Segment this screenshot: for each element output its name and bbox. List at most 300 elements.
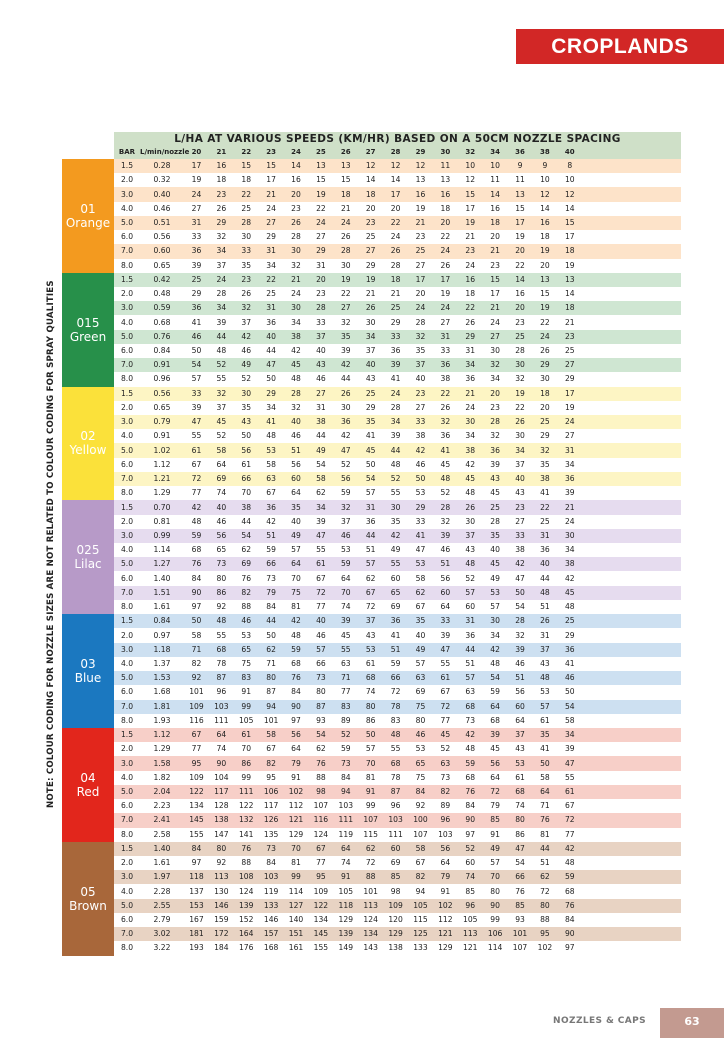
application-rate-cell: 47	[191, 417, 202, 427]
table-row	[114, 543, 681, 557]
pressure-cell: 8.0	[120, 829, 134, 839]
application-rate-cell: 103	[438, 829, 453, 839]
application-rate-cell: 57	[365, 744, 376, 754]
application-rate-cell: 14	[365, 175, 376, 185]
application-rate-cell: 24	[191, 189, 202, 199]
table-row	[114, 714, 681, 728]
application-rate-cell: 70	[291, 573, 301, 583]
application-rate-cell: 75	[291, 587, 301, 597]
application-rate-cell: 80	[515, 815, 525, 825]
flow-rate-cell: 0.48	[153, 289, 171, 299]
application-rate-cell: 64	[490, 701, 500, 711]
application-rate-cell: 40	[291, 516, 301, 526]
application-rate-cell: 33	[515, 530, 525, 540]
application-rate-cell: 135	[263, 829, 279, 839]
nozzle-group	[62, 614, 681, 728]
application-rate-cell: 29	[365, 260, 376, 270]
table-row	[114, 344, 681, 358]
application-rate-cell: 13	[415, 175, 426, 185]
application-rate-cell: 94	[340, 786, 351, 796]
application-rate-cell: 64	[291, 559, 301, 569]
application-rate-cell: 146	[214, 900, 229, 910]
application-rate-cell: 42	[340, 431, 351, 441]
application-rate-cell: 29	[390, 317, 401, 327]
table-row	[114, 728, 681, 742]
application-rate-cell: 56	[340, 474, 351, 484]
application-rate-cell: 107	[512, 943, 528, 953]
application-rate-cell: 11	[440, 161, 451, 171]
nozzle-code: 05	[80, 884, 96, 899]
application-rate-cell: 22	[515, 260, 525, 270]
application-rate-cell: 54	[515, 602, 525, 612]
application-rate-cell: 18	[564, 246, 575, 256]
application-rate-cell: 37	[415, 360, 426, 370]
application-rate-cell: 97	[465, 829, 476, 839]
application-rate-cell: 28	[291, 388, 301, 398]
application-rate-cell: 83	[340, 701, 351, 711]
application-rate-cell: 16	[291, 175, 301, 185]
application-rate-cell: 43	[515, 488, 525, 498]
application-rate-cell: 94	[415, 886, 426, 896]
application-rate-cell: 10	[465, 161, 476, 171]
pressure-cell: 2.0	[120, 744, 134, 754]
pressure-cell: 1.5	[120, 616, 134, 626]
application-rate-cell: 147	[214, 829, 229, 839]
flow-rate-cell: 0.28	[153, 161, 171, 171]
application-rate-cell: 14	[540, 203, 550, 213]
application-rate-cell: 43	[241, 417, 252, 427]
application-rate-cell: 91	[365, 786, 376, 796]
application-rate-cell: 132	[238, 815, 254, 825]
application-rate-cell: 37	[340, 516, 351, 526]
application-rate-cell: 17	[440, 274, 451, 284]
application-rate-cell: 157	[263, 929, 279, 939]
application-rate-cell: 67	[564, 801, 575, 811]
application-rate-cell: 24	[216, 274, 227, 284]
application-rate-cell: 21	[564, 317, 575, 327]
application-rate-cell: 23	[564, 331, 575, 341]
application-rate-cell: 19	[415, 203, 426, 213]
application-rate-cell: 51	[365, 545, 376, 555]
application-rate-cell: 80	[216, 573, 227, 583]
application-rate-cell: 35	[390, 516, 401, 526]
application-rate-cell: 21	[291, 274, 301, 284]
pressure-cell: 6.0	[120, 232, 134, 242]
application-rate-cell: 23	[291, 203, 301, 213]
application-rate-cell: 52	[390, 474, 401, 484]
application-rate-cell: 76	[291, 673, 301, 683]
application-rate-cell: 35	[540, 730, 550, 740]
application-rate-cell: 155	[313, 943, 329, 953]
application-rate-cell: 48	[465, 488, 476, 498]
application-rate-cell: 50	[365, 730, 376, 740]
application-rate-cell: 53	[415, 744, 426, 754]
application-rate-cell: 44	[316, 431, 326, 441]
table-row	[114, 415, 681, 429]
application-rate-cell: 38	[465, 445, 476, 455]
flow-rate-cell: 0.81	[153, 516, 171, 526]
flow-rate-cell: 0.84	[153, 616, 171, 626]
pressure-cell: 5.0	[120, 445, 134, 455]
application-rate-cell: 22	[241, 189, 252, 199]
application-rate-cell: 17	[266, 175, 276, 185]
table-row	[114, 657, 681, 671]
application-rate-cell: 120	[388, 914, 403, 924]
application-rate-cell: 55	[316, 545, 326, 555]
application-rate-cell: 126	[263, 815, 279, 825]
application-rate-cell: 86	[365, 715, 376, 725]
application-rate-cell: 48	[291, 374, 301, 384]
application-rate-cell: 161	[288, 943, 304, 953]
application-rate-cell: 103	[388, 815, 403, 825]
application-rate-cell: 37	[540, 644, 550, 654]
nozzle-group	[62, 500, 681, 614]
application-rate-cell: 115	[413, 914, 428, 924]
application-rate-cell: 52	[340, 730, 351, 740]
application-rate-cell: 34	[490, 374, 500, 384]
pressure-cell: 8.0	[120, 943, 134, 953]
application-rate-cell: 89	[440, 801, 451, 811]
application-rate-cell: 118	[189, 872, 204, 882]
application-rate-cell: 60	[465, 858, 476, 868]
application-rate-cell: 84	[266, 602, 276, 612]
application-rate-cell: 33	[390, 331, 401, 341]
application-rate-cell: 29	[191, 289, 202, 299]
application-rate-cell: 71	[340, 673, 351, 683]
application-rate-cell: 15	[515, 203, 525, 213]
application-rate-cell: 127	[288, 900, 304, 910]
application-rate-cell: 37	[365, 616, 376, 626]
application-rate-cell: 55	[216, 374, 227, 384]
application-rate-cell: 54	[515, 858, 525, 868]
column-header-speed: 27	[365, 148, 376, 156]
pressure-cell: 7.0	[120, 587, 134, 597]
application-rate-cell: 26	[465, 502, 476, 512]
nozzle-size-label	[62, 387, 114, 501]
application-rate-cell: 13	[440, 175, 451, 185]
table-row	[114, 529, 681, 543]
application-rate-cell: 34	[465, 360, 476, 370]
table-row	[114, 372, 681, 386]
application-rate-cell: 59	[340, 744, 351, 754]
application-rate-cell: 80	[490, 886, 500, 896]
application-rate-cell: 98	[390, 886, 401, 896]
application-rate-cell: 13	[515, 189, 525, 199]
application-rate-cell: 24	[564, 417, 575, 427]
application-rate-cell: 35	[490, 530, 500, 540]
application-rate-cell: 49	[316, 445, 326, 455]
application-rate-cell: 81	[365, 772, 376, 782]
application-rate-cell: 38	[241, 502, 252, 512]
application-rate-cell: 53	[515, 758, 525, 768]
application-rate-cell: 70	[241, 488, 252, 498]
table-row	[114, 700, 681, 714]
application-rate-cell: 73	[266, 573, 276, 583]
application-rate-cell: 44	[241, 516, 252, 526]
application-rate-cell: 43	[515, 744, 525, 754]
application-rate-cell: 42	[515, 559, 525, 569]
application-rate-cell: 57	[465, 587, 476, 597]
application-rate-cell: 37	[216, 260, 227, 270]
application-rate-cell: 28	[490, 417, 500, 427]
flow-rate-cell: 1.53	[153, 673, 171, 683]
application-rate-cell: 172	[214, 929, 229, 939]
application-rate-cell: 37	[241, 317, 252, 327]
application-rate-cell: 77	[316, 858, 326, 868]
application-rate-cell: 56	[291, 459, 301, 469]
application-rate-cell: 53	[490, 587, 500, 597]
application-rate-cell: 26	[540, 616, 550, 626]
flow-rate-cell: 2.41	[153, 815, 171, 825]
application-rate-cell: 53	[415, 559, 426, 569]
application-rate-cell: 33	[316, 317, 326, 327]
pressure-cell: 7.0	[120, 929, 134, 939]
application-rate-cell: 45	[340, 630, 351, 640]
application-rate-cell: 130	[214, 886, 229, 896]
application-rate-cell: 72	[365, 858, 376, 868]
application-rate-cell: 61	[540, 715, 550, 725]
application-rate-table	[62, 132, 681, 956]
application-rate-cell: 34	[564, 545, 575, 555]
application-rate-cell: 32	[241, 303, 252, 313]
application-rate-cell: 91	[241, 687, 252, 697]
application-rate-cell: 43	[316, 360, 326, 370]
application-rate-cell: 107	[363, 815, 378, 825]
application-rate-cell: 30	[490, 346, 500, 355]
flow-rate-cell: 1.12	[153, 730, 171, 740]
application-rate-cell: 63	[415, 673, 426, 683]
application-rate-cell: 32	[490, 431, 500, 441]
application-rate-cell: 24	[415, 303, 426, 313]
application-rate-cell: 34	[291, 317, 301, 327]
application-rate-cell: 50	[191, 346, 202, 355]
application-rate-cell: 33	[415, 516, 426, 526]
application-rate-cell: 73	[316, 673, 326, 683]
application-rate-cell: 22	[390, 217, 401, 227]
application-rate-cell: 74	[465, 872, 476, 882]
application-rate-cell: 68	[465, 772, 476, 782]
application-rate-cell: 59	[340, 488, 351, 498]
table-row	[114, 614, 681, 628]
application-rate-cell: 71	[540, 801, 550, 811]
application-rate-cell: 45	[440, 459, 451, 469]
application-rate-cell: 16	[216, 161, 227, 171]
application-rate-cell: 92	[216, 602, 227, 612]
application-rate-cell: 87	[390, 786, 401, 796]
application-rate-cell: 19	[540, 246, 550, 256]
application-rate-cell: 101	[263, 715, 279, 725]
application-rate-cell: 41	[564, 658, 575, 668]
application-rate-cell: 50	[266, 374, 276, 384]
application-rate-cell: 65	[390, 587, 401, 597]
pressure-cell: 5.0	[120, 673, 134, 683]
column-header-speed: 26	[340, 148, 351, 156]
application-rate-cell: 38	[564, 559, 575, 569]
pressure-cell: 4.0	[120, 658, 134, 668]
application-rate-cell: 90	[291, 701, 301, 711]
application-rate-cell: 54	[365, 474, 376, 484]
application-rate-cell: 84	[291, 687, 301, 697]
application-rate-cell: 66	[515, 872, 525, 882]
application-rate-cell: 48	[390, 459, 401, 469]
application-rate-cell: 82	[266, 758, 276, 768]
application-rate-cell: 21	[340, 203, 351, 213]
application-rate-cell: 21	[490, 246, 500, 256]
application-rate-cell: 91	[340, 872, 351, 882]
flow-rate-cell: 0.84	[153, 346, 171, 355]
application-rate-cell: 129	[338, 914, 354, 924]
application-rate-cell: 15	[564, 217, 575, 227]
table-row	[114, 742, 681, 756]
flow-rate-cell: 0.32	[153, 175, 171, 185]
table-row	[114, 458, 681, 472]
application-rate-cell: 28	[241, 217, 252, 227]
application-rate-cell: 75	[241, 658, 252, 668]
application-rate-cell: 35	[365, 417, 376, 427]
application-rate-cell: 74	[515, 801, 525, 811]
application-rate-cell: 96	[390, 801, 401, 811]
application-rate-cell: 25	[365, 232, 376, 242]
application-rate-cell: 59	[490, 687, 500, 697]
application-rate-cell: 36	[266, 502, 276, 512]
application-rate-cell: 30	[340, 260, 351, 270]
application-rate-cell: 24	[465, 402, 476, 412]
application-rate-cell: 76	[515, 886, 525, 896]
pressure-cell: 4.0	[120, 431, 134, 441]
application-rate-cell: 36	[465, 630, 476, 640]
table-row	[114, 870, 681, 884]
application-rate-cell: 119	[338, 829, 354, 839]
application-rate-cell: 92	[191, 673, 202, 683]
application-rate-cell: 38	[316, 417, 326, 427]
application-rate-cell: 193	[189, 943, 204, 953]
application-rate-cell: 59	[191, 530, 202, 540]
application-rate-cell: 42	[465, 730, 476, 740]
application-rate-cell: 111	[214, 715, 229, 725]
application-rate-cell: 27	[316, 388, 326, 398]
application-rate-cell: 30	[490, 616, 500, 626]
flow-rate-cell: 0.68	[153, 317, 171, 327]
application-rate-cell: 54	[241, 530, 252, 540]
application-rate-cell: 93	[515, 914, 525, 924]
application-rate-cell: 36	[191, 303, 202, 313]
flow-rate-cell: 0.51	[153, 217, 171, 227]
application-rate-cell: 58	[266, 730, 276, 740]
application-rate-cell: 68	[216, 644, 227, 654]
application-rate-cell: 97	[291, 715, 301, 725]
application-rate-cell: 90	[191, 587, 202, 597]
application-rate-cell: 36	[465, 374, 476, 384]
table-row	[114, 756, 681, 770]
column-header-speed: 22	[241, 148, 252, 156]
application-rate-cell: 19	[465, 217, 476, 227]
application-rate-cell: 34	[266, 260, 276, 270]
application-rate-cell: 48	[564, 858, 575, 868]
application-rate-cell: 59	[564, 872, 575, 882]
application-rate-cell: 35	[415, 346, 426, 355]
application-rate-cell: 20	[390, 203, 401, 213]
pressure-cell: 2.0	[120, 289, 134, 299]
application-rate-cell: 48	[540, 673, 550, 683]
application-rate-cell: 62	[365, 573, 376, 583]
application-rate-cell: 29	[266, 232, 276, 242]
application-rate-cell: 99	[365, 801, 376, 811]
table-row	[114, 387, 681, 401]
application-rate-cell: 57	[490, 602, 500, 612]
application-rate-cell: 27	[266, 217, 276, 227]
application-rate-cell: 44	[266, 346, 276, 355]
flow-rate-cell: 1.82	[153, 772, 171, 782]
application-rate-cell: 24	[440, 246, 451, 256]
nozzle-size-label	[62, 614, 114, 728]
application-rate-cell: 52	[440, 744, 451, 754]
application-rate-cell: 56	[291, 730, 301, 740]
table-row	[114, 671, 681, 685]
nozzle-colour-name: Yellow	[69, 443, 107, 458]
application-rate-cell: 48	[191, 516, 202, 526]
application-rate-cell: 40	[515, 474, 525, 484]
application-rate-cell: 82	[241, 587, 252, 597]
application-rate-cell: 29	[415, 502, 426, 512]
application-rate-cell: 9	[517, 161, 523, 171]
application-rate-cell: 106	[263, 786, 279, 796]
application-rate-cell: 58	[266, 459, 276, 469]
application-rate-cell: 125	[413, 929, 428, 939]
nozzle-size-label	[62, 273, 114, 387]
nozzle-code: 04	[80, 770, 96, 785]
application-rate-cell: 42	[390, 530, 401, 540]
application-rate-cell: 79	[266, 587, 276, 597]
table-row	[114, 515, 681, 529]
pressure-cell: 1.5	[120, 161, 134, 171]
application-rate-cell: 96	[465, 900, 476, 910]
application-rate-cell: 104	[214, 772, 229, 782]
flow-rate-cell: 1.51	[153, 587, 171, 597]
application-rate-cell: 44	[340, 374, 351, 384]
application-rate-cell: 57	[365, 488, 376, 498]
application-rate-cell: 95	[191, 758, 202, 768]
flow-rate-cell: 2.23	[153, 801, 171, 811]
application-rate-cell: 111	[388, 829, 403, 839]
application-rate-cell: 39	[440, 630, 451, 640]
application-rate-cell: 26	[515, 417, 525, 427]
application-rate-cell: 20	[415, 289, 426, 299]
application-rate-cell: 92	[216, 858, 227, 868]
application-rate-cell: 36	[266, 317, 276, 327]
application-rate-cell: 19	[515, 232, 525, 242]
application-rate-cell: 32	[515, 374, 525, 384]
application-rate-cell: 76	[316, 758, 326, 768]
application-rate-cell: 44	[540, 573, 550, 583]
application-rate-cell: 105	[338, 886, 354, 896]
application-rate-cell: 102	[537, 943, 553, 953]
application-rate-cell: 26	[365, 303, 376, 313]
application-rate-cell: 47	[415, 545, 426, 555]
application-rate-cell: 30	[564, 530, 575, 540]
application-rate-cell: 69	[216, 474, 227, 484]
application-rate-cell: 25	[390, 303, 401, 313]
application-rate-cell: 31	[564, 445, 575, 455]
application-rate-cell: 17	[490, 289, 500, 299]
application-rate-cell: 94	[266, 701, 276, 711]
application-rate-cell: 27	[490, 331, 500, 341]
application-rate-cell: 76	[564, 900, 575, 910]
application-rate-cell: 67	[191, 730, 202, 740]
application-rate-cell: 55	[440, 658, 451, 668]
flow-rate-cell: 1.40	[153, 573, 171, 583]
application-rate-cell: 62	[241, 545, 252, 555]
application-rate-cell: 51	[540, 602, 550, 612]
